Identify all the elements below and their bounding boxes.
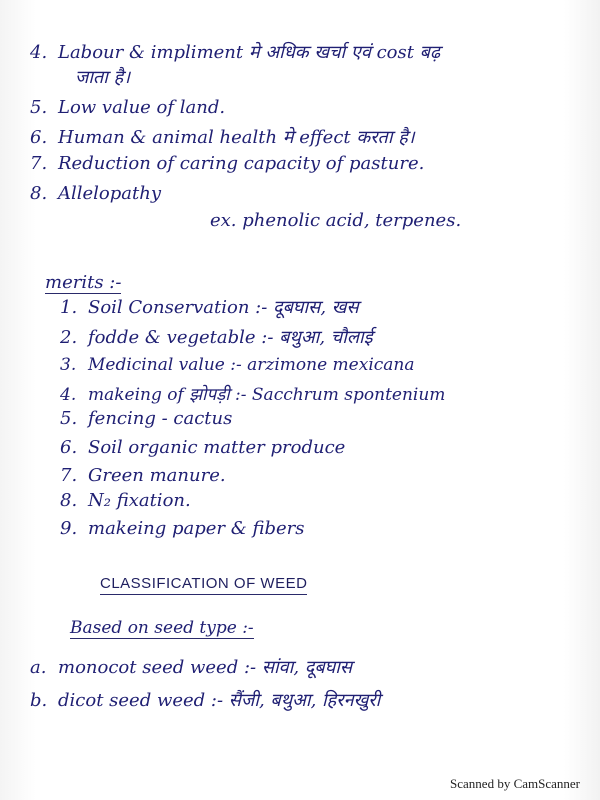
list-item: 6. Human & animal health मे effect करता है। <box>30 127 415 148</box>
classification-subtitle: Based on seed type :- <box>70 618 254 638</box>
list-item: 7. Green manure. <box>60 465 226 486</box>
list-item: 8. Allelopathy <box>30 183 162 204</box>
list-item: 7. Reduction of caring capacity of pasture. <box>30 153 425 174</box>
list-item: b. dicot seed weed :- सैंजी, बथुआ, हिरनखुरी <box>30 690 381 711</box>
classification-title: CLASSIFICATION OF WEED <box>100 575 307 595</box>
list-item: ex. phenolic acid, terpenes. <box>210 210 462 231</box>
list-item: 8. N₂ fixation. <box>60 490 191 511</box>
list-item: 9. makeing paper & fibers <box>60 518 305 539</box>
merits-heading: merits :- <box>45 272 122 293</box>
list-item: जाता है। <box>75 67 131 88</box>
list-item: 4. Labour & impliment मे अधिक खर्चा एवं cost बढ़ <box>30 42 441 63</box>
list-item: 3. Medicinal value :- arzimone mexicana <box>60 355 415 375</box>
list-item: 5. Low value of land. <box>30 97 226 118</box>
list-item: 4. makeing of झोपड़ी :- Sacchrum spontenium <box>60 385 446 405</box>
list-item: 2. fodde & vegetable :- बथुआ, चौलाई <box>60 327 373 348</box>
list-item: a. monocot seed weed :- सांवा, दूबघास <box>30 657 353 678</box>
list-item: 5. fencing - cactus <box>60 408 233 429</box>
scanner-watermark: Scanned by CamScanner <box>450 776 580 791</box>
list-item: 6. Soil organic matter produce <box>60 437 346 458</box>
list-item: 1. Soil Conservation :- दूबघास, खस <box>60 297 359 318</box>
